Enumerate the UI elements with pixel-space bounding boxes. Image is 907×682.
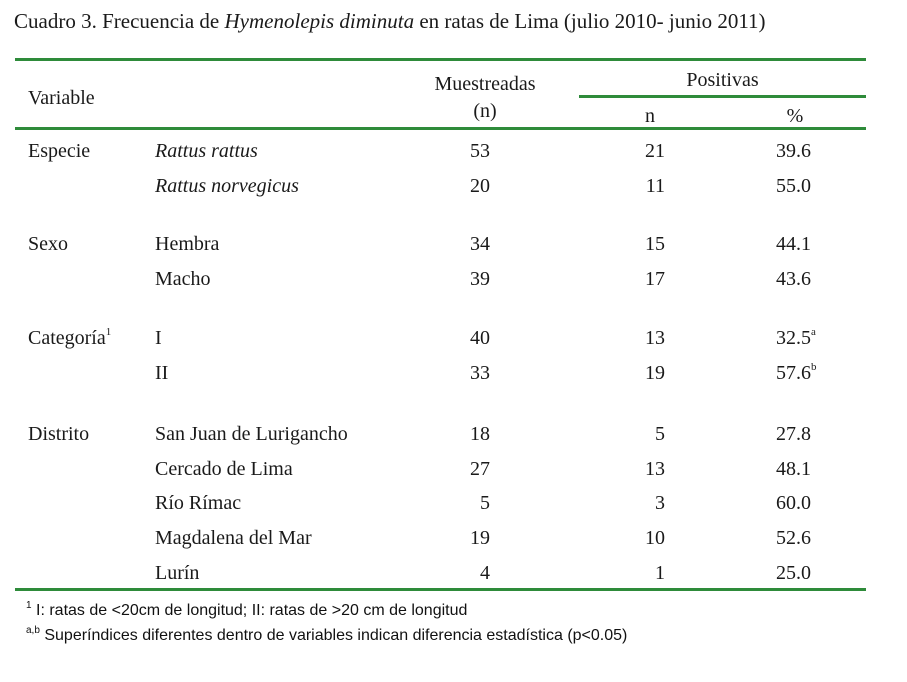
positivas-rule	[579, 95, 866, 98]
row-sampled: 34	[470, 233, 490, 255]
row-sampled: 19	[470, 527, 490, 549]
group-label-text: Sexo	[28, 233, 68, 255]
row-name: Río Rímac	[155, 492, 242, 514]
group-label-superscript: 1	[105, 326, 112, 338]
row-sampled: 5	[480, 492, 490, 514]
row-positive-pct	[776, 361, 817, 388]
row-positive-pct	[776, 267, 811, 291]
header-variable: Variable	[28, 87, 95, 109]
row-pct-value: 55.0	[776, 175, 811, 197]
row-pct-value: 44.1	[776, 233, 811, 255]
row-positive-n: 13	[645, 458, 665, 480]
row-positive-n: 13	[645, 327, 665, 349]
row-name: Macho	[155, 268, 211, 290]
table-caption	[14, 9, 766, 34]
row-name: Rattus rattus	[155, 140, 258, 162]
row-sampled: 20	[470, 175, 490, 197]
group-label	[28, 422, 89, 446]
header-sampled: Muestreadas	[434, 73, 536, 95]
footnote-1-mark: 1	[26, 600, 32, 611]
footnote-1-text: I: ratas de <20cm de longitud; II: ratas de >20 cm de longitud	[31, 602, 468, 619]
group-label	[28, 232, 68, 256]
row-pct-value: 27.8	[776, 423, 811, 445]
row-sampled: 4	[480, 562, 490, 584]
group-label-text: Distrito	[28, 423, 90, 445]
row-sampled: 33	[470, 362, 490, 384]
row-positive-n: 11	[645, 175, 665, 197]
row-pct-value: 43.6	[776, 268, 811, 290]
top-rule	[15, 58, 866, 61]
header-positives-pct: %	[786, 105, 804, 127]
row-pct-superscript: a	[811, 326, 816, 338]
row-pct-value: 25.0	[776, 562, 811, 584]
row-name: Lurín	[155, 562, 200, 584]
row-name: Cercado de Lima	[155, 458, 293, 480]
row-positive-n: 19	[645, 362, 665, 384]
group-label	[28, 139, 90, 163]
row-pct-value: 48.1	[776, 458, 811, 480]
group-label-text: Categoría	[28, 327, 106, 349]
row-positive-n: 5	[655, 423, 665, 445]
row-pct-value: 32.5	[776, 327, 811, 349]
row-positive-pct	[776, 457, 811, 481]
row-positive-pct	[776, 232, 811, 256]
row-positive-pct	[776, 561, 811, 585]
header-positives: Positivas	[686, 69, 759, 91]
row-positive-pct	[776, 326, 816, 353]
footnote-1	[26, 602, 467, 620]
row-sampled: 40	[470, 327, 490, 349]
row-positive-n: 1	[655, 562, 665, 584]
caption-species: Hymenolepis diminuta	[224, 9, 415, 33]
group-label	[28, 326, 111, 353]
row-sampled: 39	[470, 268, 490, 290]
row-positive-n: 17	[645, 268, 665, 290]
row-pct-value: 60.0	[776, 492, 811, 514]
row-pct-value: 52.6	[776, 527, 811, 549]
row-positive-n: 10	[645, 527, 665, 549]
group-label-text: Especie	[28, 140, 91, 162]
row-positive-pct	[776, 139, 811, 163]
row-name: Magdalena del Mar	[155, 527, 312, 549]
footnote-2-text: Superíndices diferentes dentro de variables indican diferencia estadística (p<0.05)	[39, 627, 628, 644]
row-pct-superscript: b	[811, 361, 817, 373]
caption-suffix: en ratas de Lima (julio 2010- junio 2011)	[414, 9, 766, 33]
row-name: Hembra	[155, 233, 220, 255]
row-positive-pct	[776, 174, 811, 198]
row-positive-pct	[776, 526, 811, 550]
row-positive-n: 3	[655, 492, 665, 514]
row-name: Rattus norvegicus	[155, 175, 299, 197]
row-pct-value: 57.6	[776, 362, 811, 384]
row-positive-n: 21	[645, 140, 665, 162]
row-name: San Juan de Lurigancho	[155, 423, 348, 445]
row-sampled: 18	[470, 423, 490, 445]
row-positive-pct	[776, 491, 811, 515]
caption-prefix: Cuadro 3. Frecuencia de	[14, 9, 225, 33]
row-name: II	[155, 362, 169, 384]
header-bottom-rule	[15, 127, 866, 130]
row-positive-n: 15	[645, 233, 665, 255]
row-pct-value: 39.6	[776, 140, 811, 162]
row-sampled: 27	[470, 458, 490, 480]
row-sampled: 53	[470, 140, 490, 162]
footnote-2	[26, 627, 627, 645]
header-positives-n: n	[645, 105, 655, 127]
row-name: I	[155, 327, 162, 349]
header-sampled-unit: (n)	[473, 100, 497, 122]
bottom-rule	[15, 588, 866, 591]
footnote-2-mark: a,b	[26, 625, 40, 636]
row-positive-pct	[776, 422, 811, 446]
